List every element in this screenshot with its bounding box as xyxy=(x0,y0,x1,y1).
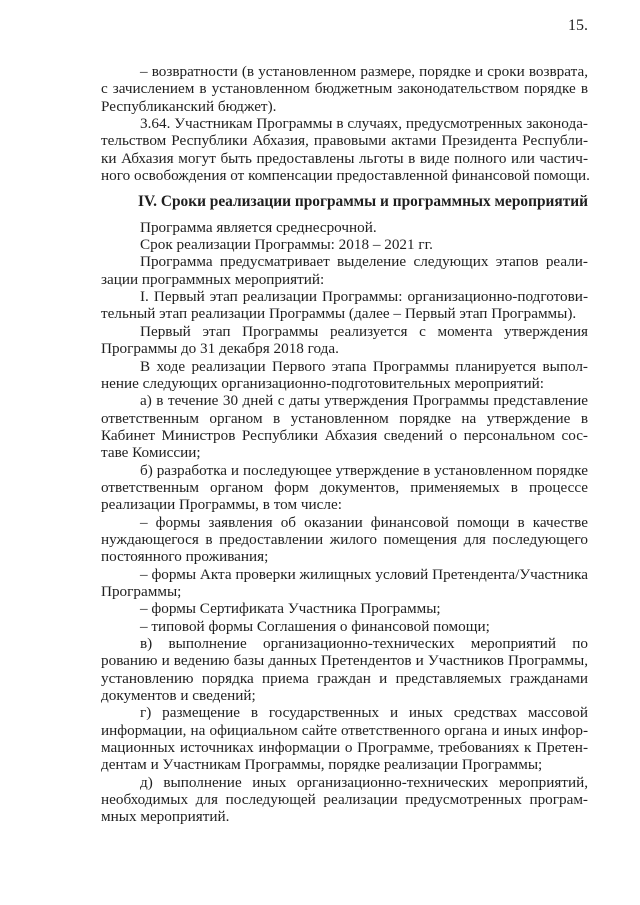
paragraph xyxy=(101,635,588,704)
text-line: Кабинет Министров Республики Абхазия сведений о персональном сос- xyxy=(101,426,588,444)
paragraph xyxy=(101,462,588,514)
text-line: а) в течение 30 дней с даты утверждения Программы представление xyxy=(140,392,588,410)
text-line: тельный этап реализации Программы (далее – Первый этап Программы). xyxy=(101,305,577,323)
text-line: – типовой формы Соглашения о финансовой помощи; xyxy=(140,617,490,635)
text-line: В ходе реализации Первого этапа Программы планируется выпол- xyxy=(140,357,588,375)
text-line: б) разработка и последующее утверждение в установленном порядке xyxy=(140,461,588,479)
text-line: таве Комиссии; xyxy=(101,444,201,462)
text-line: мационных источниках информации о Программе, требованиях к Претен- xyxy=(101,739,588,757)
text-line: рованию и ведению базы данных Претендентов и Участников Программы, xyxy=(101,652,588,670)
text-line: Первый этап Программы реализуется с момента утверждения xyxy=(140,322,588,340)
text-line: г) размещение в государственных и иных средствах массовой xyxy=(140,704,588,722)
text-line: информации, на официальном сайте ответственного органа и иных инфор- xyxy=(101,721,588,739)
text-line: Программа предусматривает выделение следующих этапов реали- xyxy=(140,253,588,271)
text-line: ответственным органом форм документов, применяемых в процессе xyxy=(101,478,588,496)
text-line: – возвратности (в установленном размере, порядке и сроки возврата, xyxy=(140,63,588,80)
text-line: Программа является среднесрочной. xyxy=(140,218,377,236)
text-line: мных мероприятий. xyxy=(101,808,230,826)
text-line: Программы; xyxy=(101,582,182,600)
text-line: зации программных мероприятий: xyxy=(101,270,325,288)
paragraph xyxy=(101,774,588,826)
text-line: документов и сведений; xyxy=(101,687,256,705)
paragraph xyxy=(101,115,588,184)
text-line: Программы до 31 декабря 2018 года. xyxy=(101,340,339,358)
text-line: ного освобождения от компенсации предоставленной финансовой помощи. xyxy=(101,167,590,185)
paragraph xyxy=(101,288,588,323)
text-line: нение следующих организационно-подготовительных мероприятий: xyxy=(101,374,544,392)
paragraph xyxy=(101,566,588,601)
paragraph xyxy=(101,514,588,566)
text-line: постоянного проживания; xyxy=(101,548,269,566)
paragraph xyxy=(101,392,588,461)
text-line: д) выполнение иных организационно-технических мероприятий, xyxy=(140,773,588,791)
paragraph xyxy=(101,618,588,635)
text-line: I. Первый этап реализации Программы: организационно-подготови- xyxy=(140,288,588,306)
paragraph xyxy=(101,63,588,115)
text-line: 3.64. Участникам Программы в случаях, предусмотренных законода- xyxy=(140,115,588,133)
text-line: Республиканский бюджет). xyxy=(101,97,277,115)
text-line: установлению порядка приема граждан и представляемых гражданами xyxy=(101,669,588,687)
text-line: в) выполнение организационно-технических мероприятий по xyxy=(140,635,588,652)
paragraph xyxy=(101,219,588,236)
text-line: ки Абхазия могут быть предоставлены льготы в виде полного или частич- xyxy=(101,149,588,167)
paragraph xyxy=(101,323,588,358)
text-line: дентам и Участникам Программы, порядке реализации Программы; xyxy=(101,756,543,774)
paragraph xyxy=(101,600,588,617)
section-heading: IV. Сроки реализации программы и программных мероприятий xyxy=(138,193,588,211)
text-line: – формы заявления об оказании финансовой помощи в качестве xyxy=(140,513,588,531)
text-line: – формы Акта проверки жилищных условий Претендента/Участника xyxy=(140,565,588,583)
text-line: ответственным органом в установленном порядке на утверждение в xyxy=(101,409,588,427)
text-line: с зачислением в установленном бюджетным законодательством порядке в xyxy=(101,80,588,98)
text-line: – формы Сертификата Участника Программы; xyxy=(140,600,441,618)
text-line: тельством Республики Абхазия, правовыми актами Президента Республи- xyxy=(101,132,588,150)
document-body xyxy=(101,63,588,826)
text-line: реализации Программы, в том числе: xyxy=(101,496,342,514)
text-line: Срок реализации Программы: 2018 – 2021 гг. xyxy=(140,236,433,254)
text-line: необходимых для последующей реализации предусмотренных програм- xyxy=(101,791,588,809)
paragraph xyxy=(101,704,588,773)
paragraph xyxy=(101,253,588,288)
paragraph xyxy=(101,358,588,393)
paragraph xyxy=(101,236,588,253)
text-line: нуждающегося в предоставлении жилого помещения для последующего xyxy=(101,530,588,548)
page-number: 15. xyxy=(568,17,588,34)
